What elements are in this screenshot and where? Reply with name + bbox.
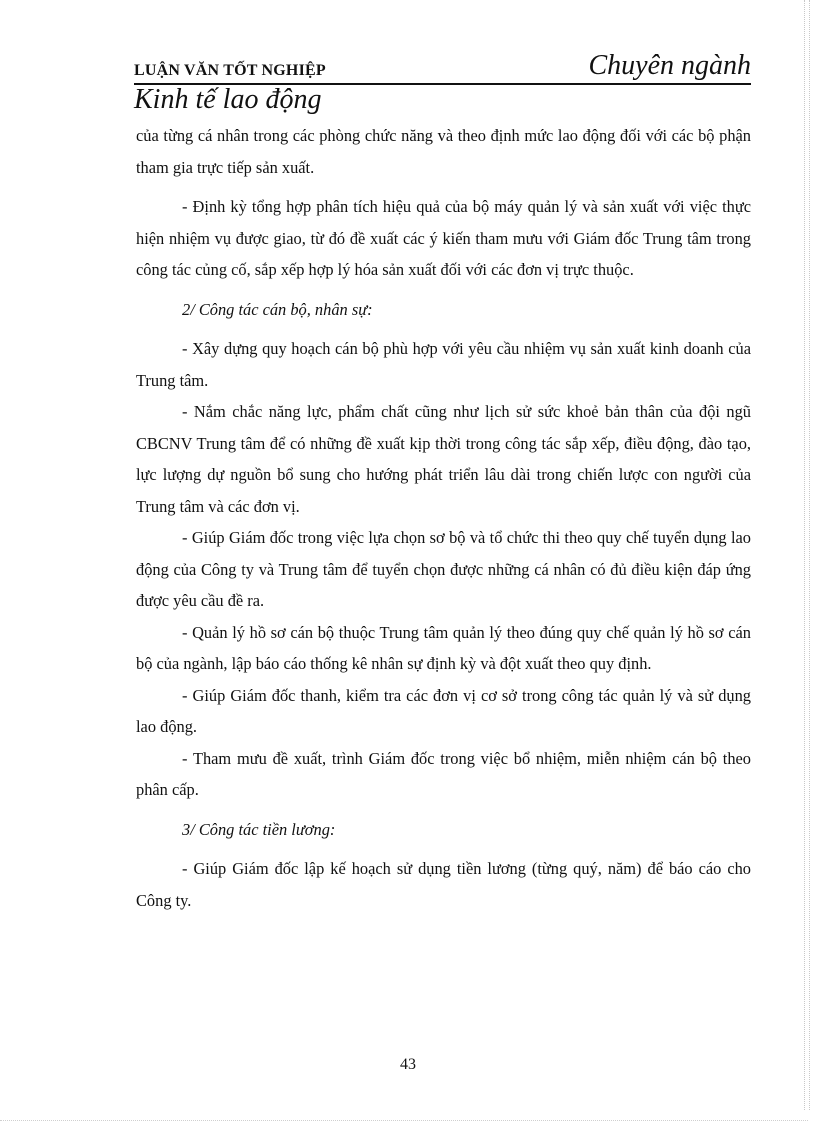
page-border-right <box>804 0 810 1110</box>
header-thesis-title: LUẬN VĂN TỐT NGHIỆP <box>134 62 326 79</box>
paragraph: - Quản lý hồ sơ cán bộ thuộc Trung tâm quản lý theo đúng quy chế quản lý hồ sơ cán bộ của ngành, lập báo cáo thống kê nhân sự định kỳ và đột xuất theo quy định. <box>136 622 751 673</box>
paragraph: - Xây dựng quy hoạch cán bộ phù hợp với yêu cầu nhiệm vụ sản xuất kinh doanh của Trung tâm. <box>136 339 751 390</box>
paragraph: - Giúp Giám đốc trong việc lựa chọn sơ bộ và tổ chức thi theo quy chế tuyển dụng lao động của Công ty và Trung tâm để tuyển chọn được những cá nhân có đủ điều kiện đáp ứng được yêu cầu đề ra. <box>136 528 751 610</box>
section-heading: 3/ Công tác tiền lương: <box>182 819 336 839</box>
header-major-label: Chuyên ngành <box>588 50 751 81</box>
header-major-name: Kinh tế lao động <box>134 84 322 115</box>
paragraph: của từng cá nhân trong các phòng chức năng và theo định mức lao động đối với các bộ phận tham gia trực tiếp sản xuất. <box>136 126 751 177</box>
page-number: 43 <box>400 1056 416 1073</box>
paragraph: - Giúp Giám đốc lập kế hoạch sử dụng tiền lương (từng quý, năm) để báo cáo cho Công ty. <box>136 859 751 910</box>
section-heading: 2/ Công tác cán bộ, nhân sự: <box>182 299 373 319</box>
page-header <box>134 47 751 85</box>
paragraph: - Định kỳ tổng hợp phân tích hiệu quả của bộ máy quản lý và sản xuất với việc thực hiện nhiệm vụ được giao, từ đó đề xuất các ý kiến tham mưu với Giám đốc Trung tâm trong công tác củng cố, sắp xếp hợp lý hóa sản xuất đối với các đơn vị trực thuộc. <box>136 197 751 279</box>
page-border-bottom <box>0 1120 808 1121</box>
paragraph: - Giúp Giám đốc thanh, kiểm tra các đơn vị cơ sở trong công tác quản lý và sử dụng lao động. <box>136 685 751 736</box>
body-text <box>136 120 751 916</box>
paragraph: - Nắm chắc năng lực, phẩm chất cũng như lịch sử sức khoẻ bản thân của đội ngũ CBCNV Trung tâm để có những đề xuất kịp thời trong công tác sắp xếp, điều động, đào tạo, lực lượng dự nguồn bổ sung cho hướng phát triển lâu dài trong chiến lược con người của Trung tâm và các đơn vị. <box>136 402 751 516</box>
paragraph: - Tham mưu đề xuất, trình Giám đốc trong việc bổ nhiệm, miễn nhiệm cán bộ theo phân cấp. <box>136 748 751 799</box>
